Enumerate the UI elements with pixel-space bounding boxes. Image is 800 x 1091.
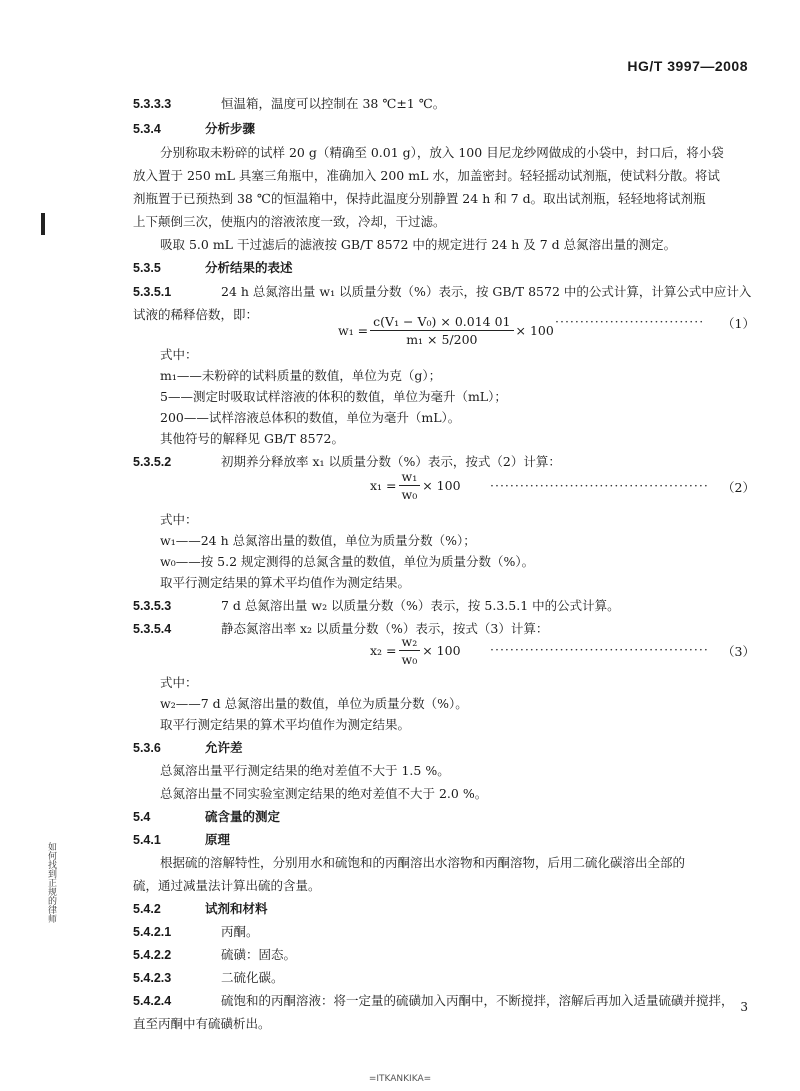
standard-number: HG/T 3997—2008: [627, 58, 748, 74]
clause-5-3-5-2: 5.3.5.2 初期养分释放率 x₁ 以质量分数（%）表示，按式（2）计算：: [133, 454, 561, 469]
page-number: 3: [740, 1000, 748, 1014]
paragraph-line: 取平行测定结果的算术平均值作为测定结果。: [160, 575, 411, 590]
paragraph-line: 直至丙酮中有硫磺析出。: [133, 1016, 271, 1031]
clause-5-4-2-3: 5.4.2.3 二硫化碳。: [133, 970, 284, 985]
clause-5-3-3-3: 5.3.3.3 恒温箱，温度可以控制在 38 ℃±1 ℃。: [133, 96, 446, 111]
symbol-definition: 5——测定时吸取试样溶液的体积的数值，单位为毫升（mL）；: [160, 389, 507, 404]
paragraph-line: 吸取 5.0 mL 干过滤后的滤液按 GB/T 8572 中的规定进行 24 h 及 7 d 总氮溶出量的测定。: [160, 237, 677, 252]
fraction: $\frac{\text{c(V₁ − V₀) × 0.014 01}}{\text{m₁ × 5/200}}$: [370, 314, 513, 347]
clause-5-4-2-4: 5.4.2.4 硫饱和的丙酮溶液：将一定量的硫磺加入丙酮中，不断搅拌，溶解后再加入适量硫磺并搅拌，: [133, 993, 734, 1008]
symbol-definition: w₁——24 h 总氮溶出量的数值，单位为质量分数（%）；: [160, 533, 476, 548]
paragraph-line: 上下颠倒三次，使瓶内的溶液浓度一致，冷却，干过滤。: [133, 214, 446, 229]
heading-5-3-6: 5.3.6 允许差: [133, 741, 243, 755]
symbol-definition: w₀——按 5.2 规定测得的总氮含量的数值，单位为质量分数（%）。: [160, 554, 535, 569]
clause-5-3-5-4: 5.3.5.4 静态氮溶出率 x₂ 以质量分数（%）表示，按式（3）计算：: [133, 621, 549, 636]
clause-5-3-5-1: 5.3.5.1 24 h 总氮溶出量 w₁ 以质量分数（%）表示，按 GB/T 8572 中的公式计算，计算公式中应计入: [133, 284, 752, 299]
paragraph-line: 放入置于 250 mL 具塞三角瓶中，准确加入 200 mL 水，加盖密封。轻轻摇动试剂瓶，使试料分散。将试: [133, 168, 720, 183]
equation-number: （3）: [722, 644, 755, 659]
paragraph-line: 试液的稀释倍数，即：: [133, 307, 259, 322]
where-label: 式中：: [160, 347, 198, 362]
leader-dots: ············································: [490, 642, 709, 657]
paragraph-line: 根据硫的溶解特性，分别用水和硫饱和的丙酮溶出水溶物和丙酮溶物，后用二硫化碳溶出全部的: [160, 855, 686, 870]
formula-2: x₁ = $\frac{\text{w₁}}{\text{w₀}}$ × 100: [370, 469, 461, 502]
clause-5-4-2-1: 5.4.2.1 丙酮。: [133, 924, 259, 939]
symbol-definition: w₂——7 d 总氮溶出量的数值，单位为质量分数（%）。: [160, 696, 468, 711]
fraction: $\frac{\text{w₁}}{\text{w₀}}$: [399, 469, 421, 502]
side-watermark-text: 如何找到正规的律师: [46, 842, 56, 923]
paragraph-line: 总氮溶出量平行测定结果的绝对差值不大于 1.5 %。: [160, 763, 450, 778]
where-label: 式中：: [160, 512, 198, 527]
leader-dots: ············································: [490, 478, 709, 493]
paragraph-line: 取平行测定结果的算术平均值作为测定结果。: [160, 717, 411, 732]
symbol-definition: m₁——未粉碎的试料质量的数值，单位为克（g）；: [160, 368, 442, 383]
formula-3: x₂ = $\frac{\text{w₂}}{\text{w₀}}$ × 100: [370, 634, 461, 667]
paragraph-line: 剂瓶置于已预热到 38 ℃的恒温箱中，保持此温度分别静置 24 h 和 7 d。取出试剂瓶，轻轻地将试剂瓶: [133, 191, 706, 206]
fraction: $\frac{\text{w₂}}{\text{w₀}}$: [399, 634, 421, 667]
scan-artifact-mark: [41, 213, 45, 235]
heading-5-4-1: 5.4.1 原理: [133, 833, 231, 847]
equation-number: （2）: [722, 480, 755, 495]
footer-text: =ITKANKIKA=: [368, 1074, 432, 1084]
clause-5-3-5-3: 5.3.5.3 7 d 总氮溶出量 w₂ 以质量分数（%）表示，按 5.3.5.1 中的公式计算。: [133, 598, 620, 613]
heading-5-4-2: 5.4.2 试剂和材料: [133, 902, 268, 916]
leader-dots: ······························: [555, 314, 705, 329]
heading-5-4: 5.4 硫含量的测定: [133, 810, 281, 824]
formula-1: w₁ = $\frac{\text{c(V₁ − V₀) × 0.014 01}}{\text{m₁ × 5/200}}$ × 100: [338, 314, 554, 347]
symbol-definition: 其他符号的解释见 GB/T 8572。: [160, 431, 344, 446]
paragraph-line: 分别称取未粉碎的试样 20 g（精确至 0.01 g），放入 100 目尼龙纱网做成的小袋中，封口后，将小袋: [160, 145, 724, 160]
paragraph-line: 硫，通过减量法计算出硫的含量。: [133, 878, 321, 893]
heading-5-3-5: 5.3.5 分析结果的表述: [133, 261, 293, 275]
heading-5-3-4: 5.3.4 分析步骤: [133, 122, 256, 136]
where-label: 式中：: [160, 675, 198, 690]
paragraph-line: 总氮溶出量不同实验室测定结果的绝对差值不大于 2.0 %。: [160, 786, 488, 801]
clause-5-4-2-2: 5.4.2.2 硫磺：固态。: [133, 947, 297, 962]
symbol-definition: 200——试样溶液总体积的数值，单位为毫升（mL）。: [160, 410, 461, 425]
equation-number: （1）: [722, 316, 755, 331]
